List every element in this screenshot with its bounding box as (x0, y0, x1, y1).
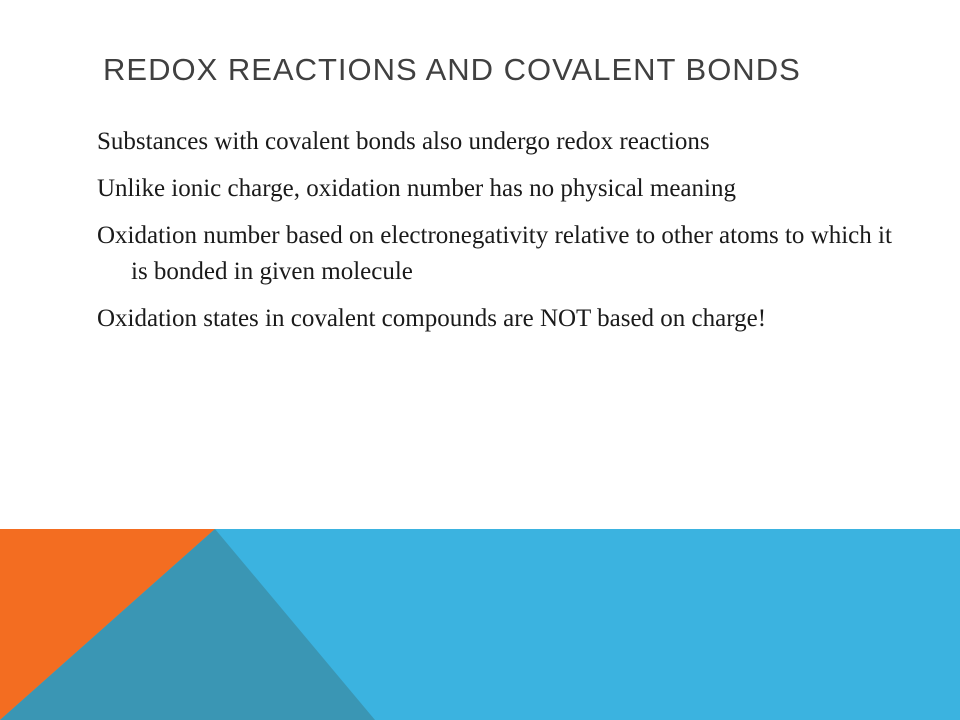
bullet-item-1: Substances with covalent bonds also undergo redox reactions (97, 128, 710, 155)
decorative-band (0, 529, 960, 720)
bullet-list (97, 124, 897, 348)
bullet-item-4: Oxidation states in covalent compounds are NOT based on charge! (97, 305, 767, 332)
slide-title: REDOX REACTIONS AND COVALENT BONDS (103, 52, 801, 87)
bullet-item-2: Unlike ionic charge, oxidation number has no physical meaning (97, 175, 736, 202)
bullet-item-3: Oxidation number based on electronegativity relative to other atoms to which it is bonded in given molecule (97, 222, 892, 285)
